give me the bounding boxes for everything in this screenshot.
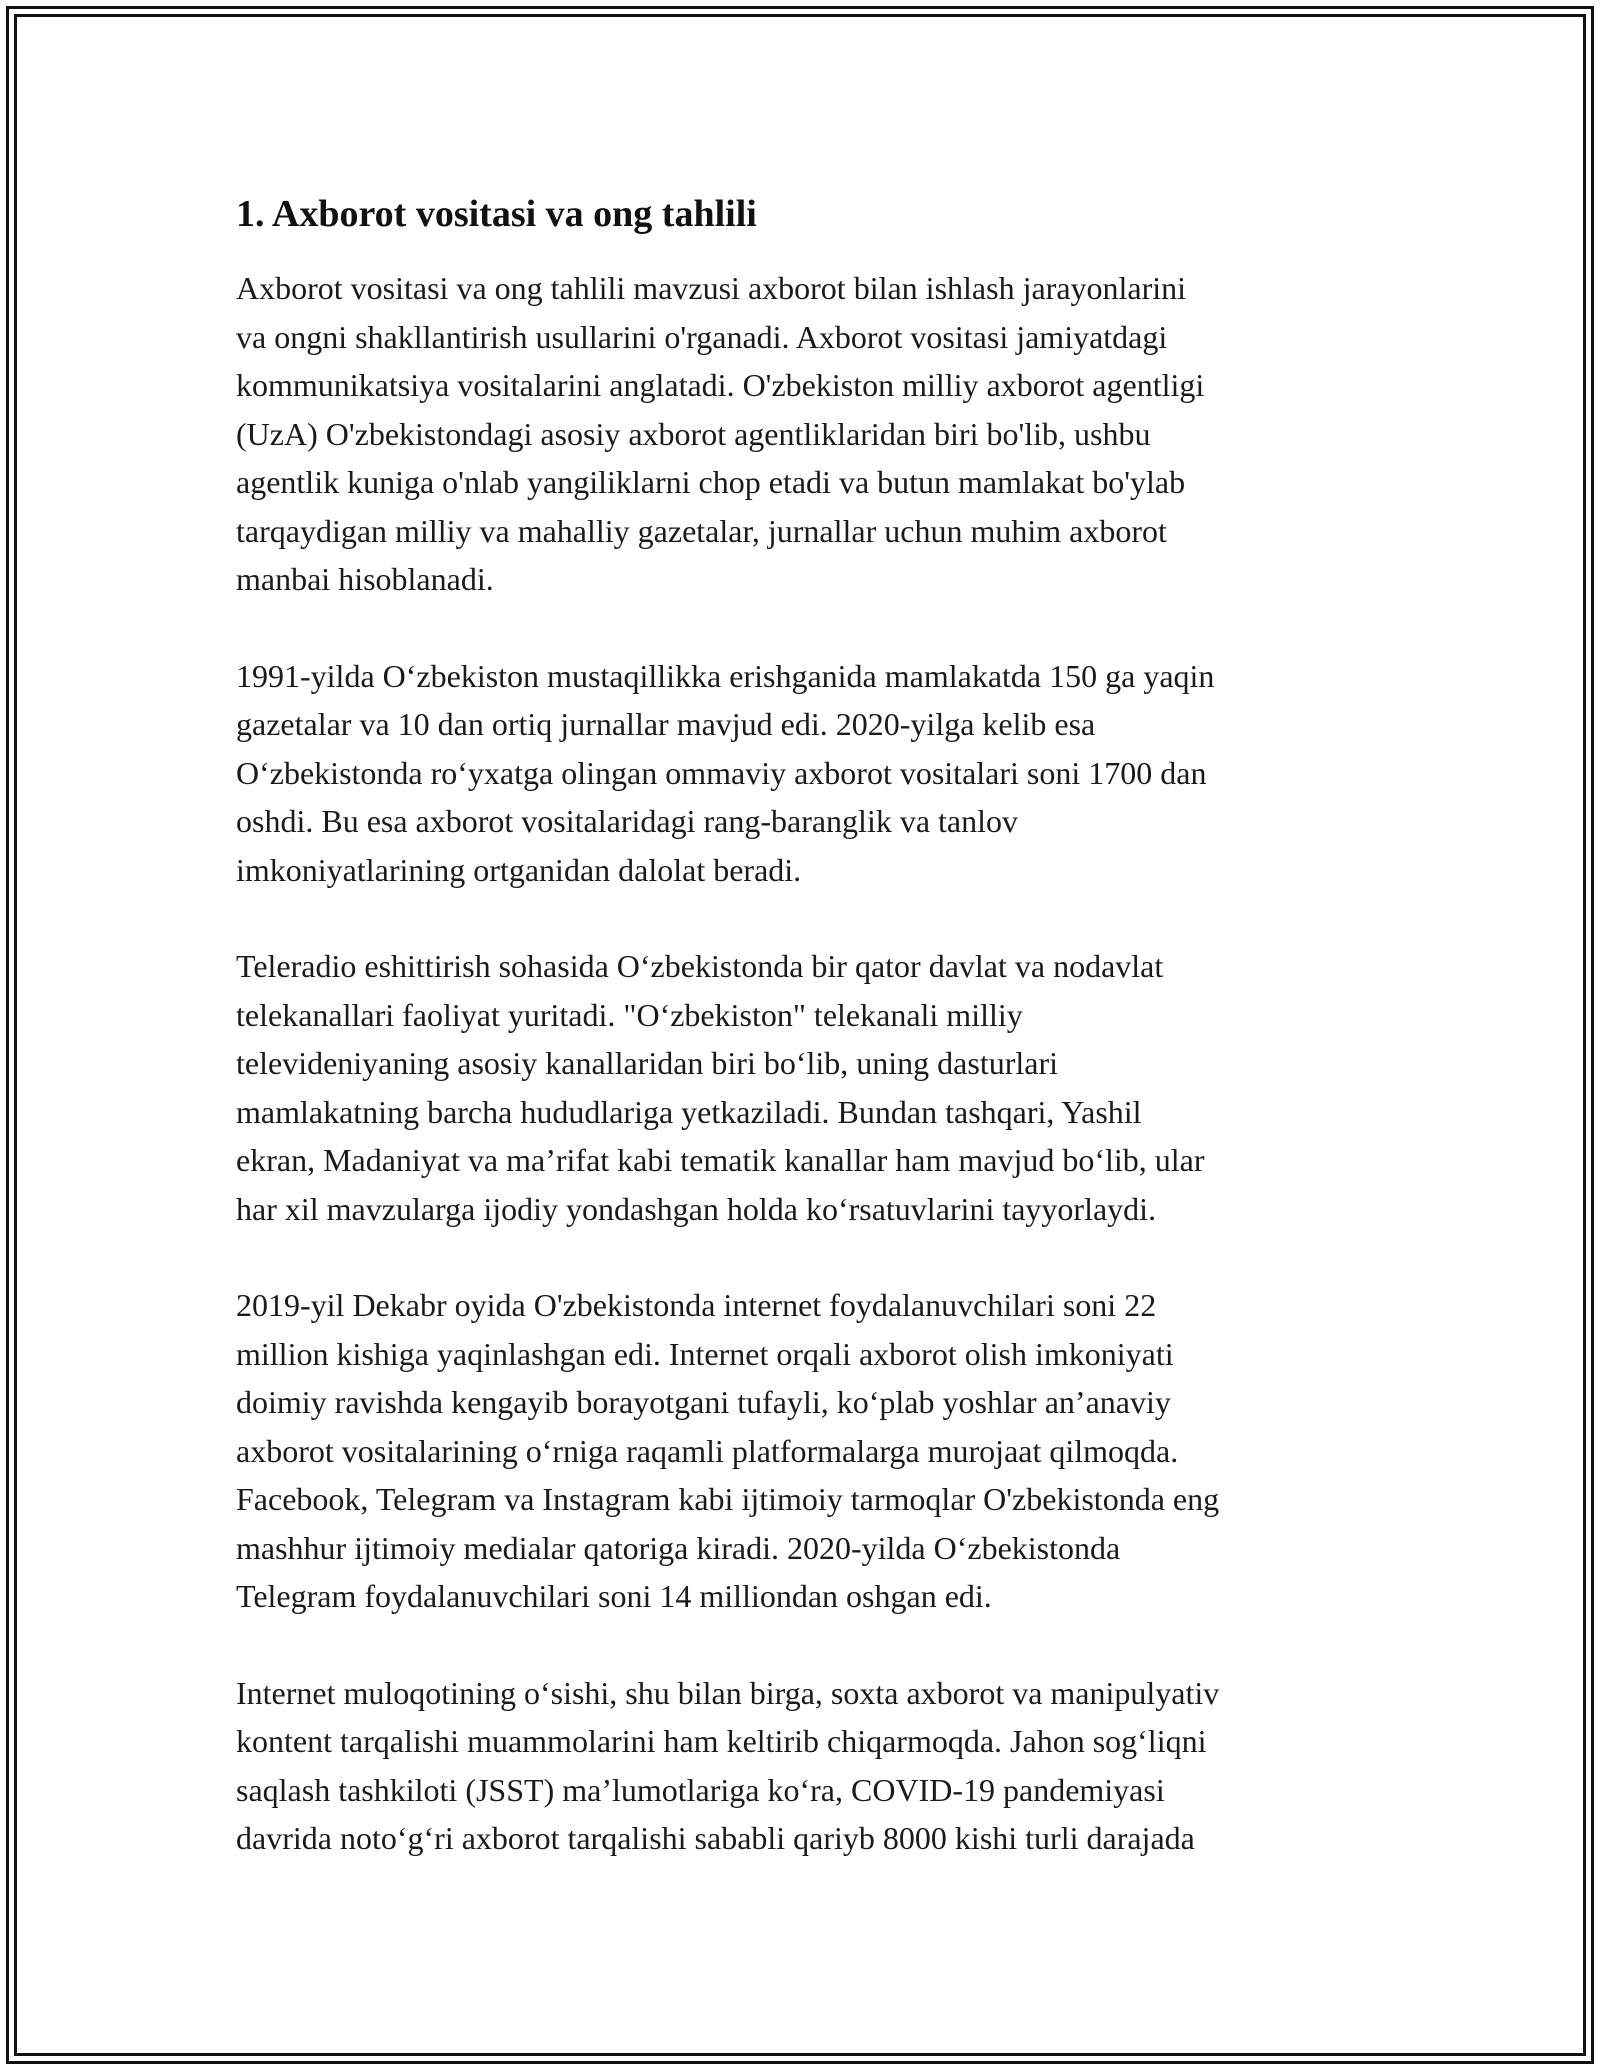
text-line: manbai hisoblanadi. bbox=[236, 561, 494, 597]
text-line: gazetalar va 10 dan ortiq jurnallar mavjud edi. 2020-yilga kelib esa bbox=[236, 706, 1096, 742]
text-line: mamlakatning barcha hududlariga yetkaziladi. Bundan tashqari, Yashil bbox=[236, 1093, 1142, 1130]
text-line: Internet muloqotining oʻsishi, shu bilan birga, soxta axborot va manipulyativ bbox=[236, 1674, 1220, 1711]
text-line: televideniyaning asosiy kanallaridan biri boʻlib, uning dasturlari bbox=[236, 1045, 1059, 1081]
text-line: telekanallari faoliyat yuritadi. "Oʻzbekiston" telekanali milliy bbox=[236, 996, 1023, 1033]
paragraph-4 bbox=[236, 1281, 1386, 1621]
text-line: Axborot vositasi va ong tahlili mavzusi axborot bilan ishlash jarayonlarini bbox=[236, 270, 1187, 306]
text-line: har xil mavzularga ijodiy yondashgan holda koʻrsatuvlarini tayyorlaydi. bbox=[236, 1190, 1157, 1227]
text-line: mashhur ijtimoiy medialar qatoriga kiradi. 2020-yilda Oʻzbekistonda bbox=[236, 1529, 1121, 1566]
document-body bbox=[236, 190, 1386, 1911]
text-line: million kishiga yaqinlashgan edi. Internet orqali axborot olish imkoniyati bbox=[236, 1335, 1174, 1372]
text-line: doimiy ravishda kengayib borayotgani tufayli, koʻplab yoshlar anʼanaviy bbox=[236, 1384, 1171, 1420]
text-line: agentlik kuniga o'nlab yangiliklarni chop etadi va butun mamlakat bo'ylab bbox=[236, 464, 1186, 500]
text-line: va ongni shakllantirish usullarini o'rganadi. Axborot vositasi jamiyatdagi bbox=[236, 318, 1168, 355]
paragraph-5 bbox=[236, 1669, 1386, 1863]
text-line: 2019-yil Dekabr oyida O'zbekistonda internet foydalanuvchilari soni 22 bbox=[236, 1287, 1157, 1323]
text-line: davrida notoʻgʻri axborot tarqalishi sababli qariyb 8000 kishi turli darajada bbox=[236, 1820, 1195, 1856]
text-line: Telegram foydalanuvchilari soni 14 milliondan oshgan edi. bbox=[236, 1578, 992, 1614]
text-line: axborot vositalarining oʻrniga raqamli platformalarga murojaat qilmoqda. bbox=[236, 1432, 1179, 1469]
text-line: saqlash tashkiloti (JSST) maʼlumotlariga koʻra, COVID-19 pandemiyasi bbox=[236, 1771, 1165, 1808]
paragraph-1 bbox=[236, 264, 1386, 604]
text-line: tarqaydigan milliy va mahalliy gazetalar, jurnallar uchun muhim axborot bbox=[236, 512, 1167, 549]
text-line: oshdi. Bu esa axborot vositalaridagi rang-baranglik va tanlov bbox=[236, 803, 1019, 839]
text-line: (UzA) O'zbekistondagi asosiy axborot agentliklaridan biri bo'lib, ushbu bbox=[236, 415, 1151, 452]
text-line: imkoniyatlarining ortganidan dalolat beradi. bbox=[236, 851, 802, 888]
paragraph-3 bbox=[236, 942, 1386, 1233]
text-line: kontent tarqalishi muammolarini ham keltirib chiqarmoqda. Jahon sogʻliqni bbox=[236, 1723, 1207, 1759]
text-line: Facebook, Telegram va Instagram kabi ijtimoiy tarmoqlar O'zbekistonda eng bbox=[236, 1481, 1220, 1517]
text-line: Oʻzbekistonda roʻyxatga olingan ommaviy axborot vositalari soni 1700 dan bbox=[236, 754, 1207, 791]
text-line: kommunikatsiya vositalarini anglatadi. O'zbekiston milliy axborot agentligi bbox=[236, 367, 1205, 403]
paragraph-2 bbox=[236, 652, 1386, 895]
text-line: 1991-yilda Oʻzbekiston mustaqillikka erishganida mamlakatda 150 ga yaqin bbox=[236, 657, 1215, 694]
text-line: Teleradio eshittirish sohasida Oʻzbekistonda bir qator davlat va nodavlat bbox=[236, 948, 1164, 984]
section-title: 1. Axborot vositasi va ong tahlili bbox=[236, 193, 757, 235]
text-line: ekran, Madaniyat va maʼrifat kabi tematik kanallar ham mavjud boʻlib, ular bbox=[236, 1142, 1205, 1178]
